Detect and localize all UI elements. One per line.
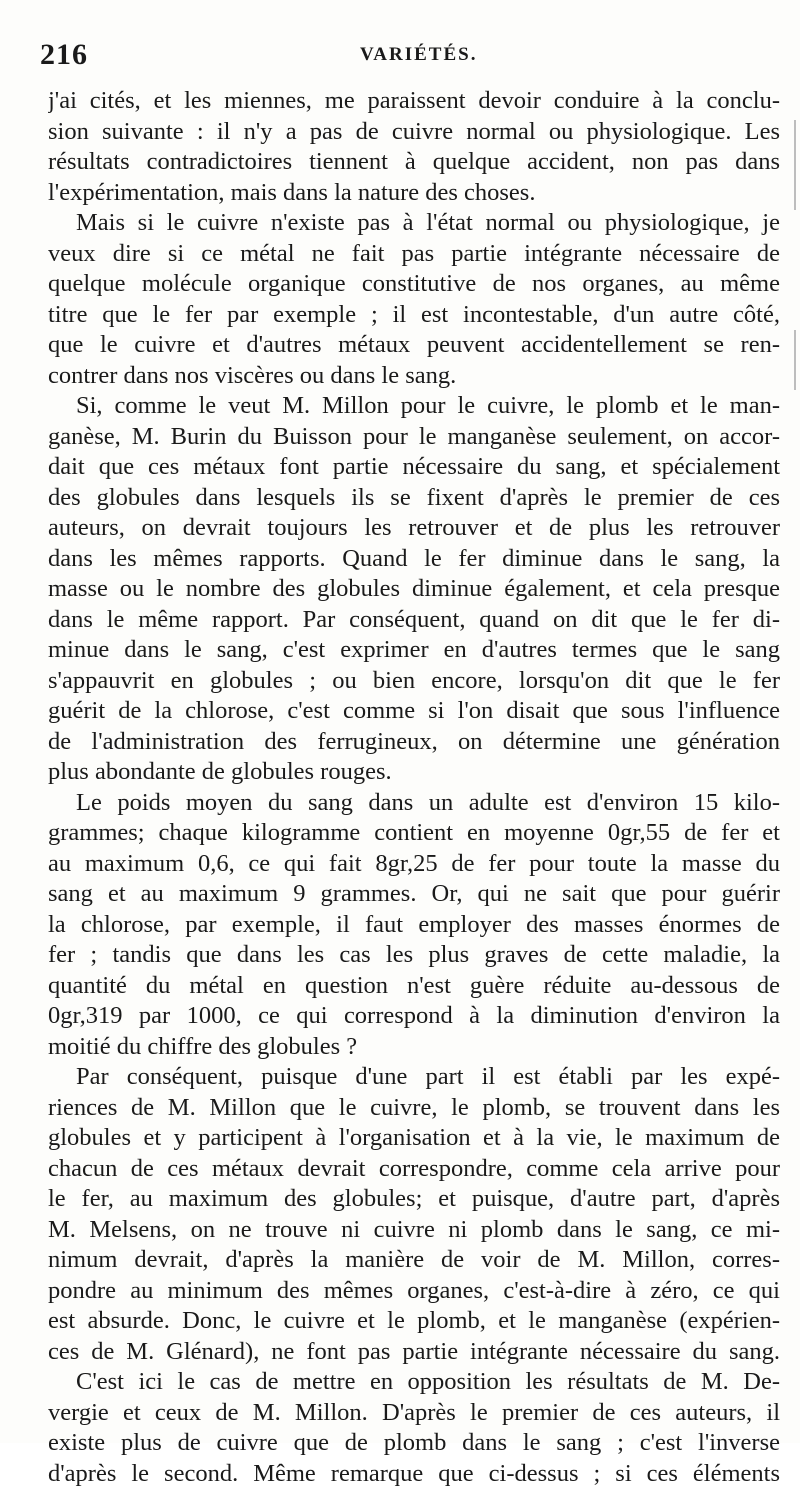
text-line: j'ai cités, et les miennes, me paraissent devoir conduire à la conclu- xyxy=(48,86,780,117)
text-line: contrer dans nos viscères ou dans le sang. xyxy=(48,361,780,392)
text-line: au maximum 0,6, ce qui fait 8gr,25 de fer pour toute la masse du xyxy=(48,849,780,880)
text-line: fer ; tandis que dans les cas les plus graves de cette maladie, la xyxy=(48,940,780,971)
text-line: titre que le fer par exemple ; il est incontestable, d'un autre côté, xyxy=(48,300,780,331)
text-line: nimum devrait, d'après la manière de voir de M. Millon, corres- xyxy=(48,1245,780,1276)
page-header xyxy=(40,38,770,72)
text-line: grammes; chaque kilogramme contient en moyenne 0gr,55 de fer et xyxy=(48,818,780,849)
text-line: dans le même rapport. Par conséquent, quand on dit que le fer di- xyxy=(48,605,780,636)
text-line: riences de M. Millon que le cuivre, le plomb, se trouvent dans les xyxy=(48,1093,780,1124)
text-line: chacun de ces métaux devrait correspondre, comme cela arrive pour xyxy=(48,1154,780,1185)
running-title: VARIÉTÉS. xyxy=(360,44,477,66)
text-line: minue dans le sang, c'est exprimer en d'autres termes que le sang xyxy=(48,635,780,666)
text-line: veux dire si ce métal ne fait pas partie intégrante nécessaire de xyxy=(48,239,780,270)
text-line: dans les mêmes rapports. Quand le fer diminue dans le sang, la xyxy=(48,544,780,575)
text-line: existe plus de cuivre que de plomb dans le sang ; c'est l'inverse xyxy=(48,1428,780,1459)
text-line: que le cuivre et d'autres métaux peuvent accidentellement se ren- xyxy=(48,330,780,361)
page-edge-shadow xyxy=(794,330,796,390)
text-line: vergie et ceux de M. Millon. D'après le premier de ces auteurs, il xyxy=(48,1398,780,1429)
text-line: est absurde. Donc, le cuivre et le plomb, et le manganèse (expérien- xyxy=(48,1306,780,1337)
text-line: plus abondante de globules rouges. xyxy=(48,757,780,788)
page-number: 216 xyxy=(40,38,88,72)
text-line: moitié du chiffre des globules ? xyxy=(48,1032,780,1063)
text-line: masse ou le nombre des globules diminue également, et cela presque xyxy=(48,574,780,605)
text-line: l'expérimentation, mais dans la nature des choses. xyxy=(48,178,780,209)
text-line: Si, comme le veut M. Millon pour le cuivre, le plomb et le man- xyxy=(48,391,780,422)
text-line: de l'administration des ferrugineux, on détermine une génération xyxy=(48,727,780,758)
text-line: pondre au minimum des mêmes organes, c'est-à-dire à zéro, ce qui xyxy=(48,1276,780,1307)
text-line: d'après le second. Même remarque que ci-dessus ; si ces éléments xyxy=(48,1459,780,1489)
text-line: auteurs, on devrait toujours les retrouver et de plus les retrouver xyxy=(48,513,780,544)
text-line: 0gr,319 par 1000, ce qui correspond à la diminution d'environ la xyxy=(48,1001,780,1032)
text-line: Le poids moyen du sang dans un adulte est d'environ 15 kilo- xyxy=(48,788,780,819)
text-line: quelque molécule organique constitutive de nos organes, au même xyxy=(48,269,780,300)
text-line: dait que ces métaux font partie nécessaire du sang, et spécialement xyxy=(48,452,780,483)
text-line: globules et y participent à l'organisation et à la vie, le maximum de xyxy=(48,1123,780,1154)
text-line: sion suivante : il n'y a pas de cuivre normal ou physiologique. Les xyxy=(48,117,780,148)
text-line: ganèse, M. Burin du Buisson pour le manganèse seulement, on accor- xyxy=(48,422,780,453)
text-line: des globules dans lesquels ils se fixent d'après le premier de ces xyxy=(48,483,780,514)
text-line: C'est ici le cas de mettre en opposition les résultats de M. De- xyxy=(48,1367,780,1398)
body-text xyxy=(48,86,780,1489)
page-edge-shadow xyxy=(794,120,796,210)
text-line: quantité du métal en question n'est guère réduite au-dessous de xyxy=(48,971,780,1002)
text-line: s'appauvrit en globules ; ou bien encore, lorsqu'on dit que le fer xyxy=(48,666,780,697)
text-line: la chlorose, par exemple, il faut employer des masses énormes de xyxy=(48,910,780,941)
text-line: guérit de la chlorose, c'est comme si l'on disait que sous l'influence xyxy=(48,696,780,727)
text-line: le fer, au maximum des globules; et puisque, d'autre part, d'après xyxy=(48,1184,780,1215)
text-line: sang et au maximum 9 grammes. Or, qui ne sait que pour guérir xyxy=(48,879,780,910)
text-line: Par conséquent, puisque d'une part il est établi par les expé- xyxy=(48,1062,780,1093)
text-line: M. Melsens, on ne trouve ni cuivre ni plomb dans le sang, ce mi- xyxy=(48,1215,780,1246)
text-line: ces de M. Glénard), ne font pas partie intégrante nécessaire du sang. xyxy=(48,1337,780,1368)
text-line: Mais si le cuivre n'existe pas à l'état normal ou physiologique, je xyxy=(48,208,780,239)
text-line: résultats contradictoires tiennent à quelque accident, non pas dans xyxy=(48,147,780,178)
